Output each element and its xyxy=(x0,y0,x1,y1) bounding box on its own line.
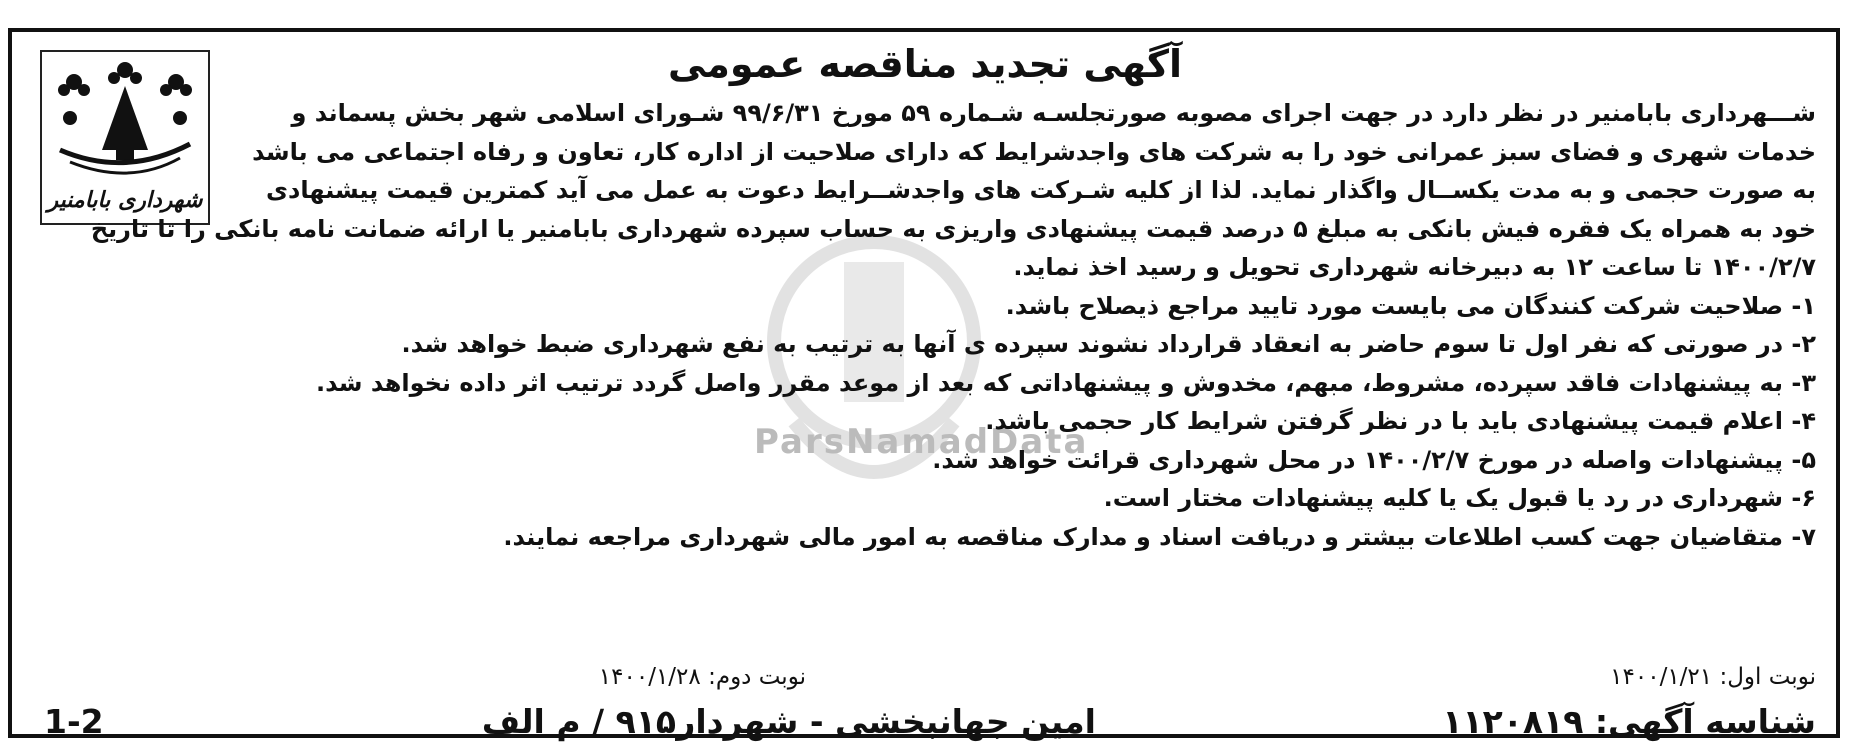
paragraph-line: به صورت حجمی و به مدت یکســال واگذار نماید. لذا از کلیه شـرکت های واجدشــرایط دعوت به عمل می آید کمترین قیمت پیشنهادی xyxy=(266,176,1816,204)
condition-item: ۲- در صورتی که نفر اول تا سوم حاضر به انعقاد قرارداد نشوند سپرده ی آنها به ترتیب به نفع شهرداری ضبط خواهد شد. xyxy=(401,330,1816,358)
advertisement-footer xyxy=(34,702,1816,742)
condition-item: ۱- صلاحیت شرکت کنندگان می بایست مورد تایید مراجع ذیصلاح باشد. xyxy=(1005,291,1816,320)
logo-caption: شهرداری بابامنیر xyxy=(47,187,203,213)
paragraph-line: شـــهرداری بابامنیر در نظر دارد در جهت اجرای مصوبه صورتجلسـه شـماره ۵۹ مورخ ۹۹/۶/۳۱ شـورای اسلامی شهر بخش پسماند و xyxy=(291,99,1816,127)
condition-item: ۳- به پیشنهادات فاقد سپرده، مشروط، مبهم، مخدوش و پیشنهاداتی که بعد از موعد مقرر واصل گردد ترتیب اثر داده نخواهد شد. xyxy=(315,368,1816,397)
paragraph-line: خدمات شهری و فضای سبز عمرانی خود را به شرکت های واجدشرایط که دارای صلاحیت از اداره کار، تعاون و رفاه اجتماعی می باشد xyxy=(252,137,1816,166)
paragraph-line: خود به همراه یک فقره فیش بانکی به مبلغ ۵ درصد قیمت پیشنهادی واریزی به حساب سپرده شهرداری بابامنیر یا ارائه ضمانت نامه بانکی را تا تاریخ xyxy=(90,214,1816,243)
second-round-date: نوبت دوم: ۱۴۰۰/۱/۲۸ xyxy=(598,664,806,690)
first-round-date: نوبت اول: ۱۴۰۰/۱/۲۱ xyxy=(1610,664,1816,690)
condition-item: ۴- اعلام قیمت پیشنهادی باید با در نظر گرفتن شرایط کار حجمی باشد. xyxy=(985,407,1816,435)
paragraph-line: ۱۴۰۰/۲/۷ تا ساعت ۱۲ به دبیرخانه شهرداری تحویل و رسید اخذ نماید. xyxy=(1013,253,1816,281)
condition-item: ۵- پیشنهادات واصله در مورخ ۱۴۰۰/۲/۷ در محل شهرداری قرائت خواهد شد. xyxy=(932,445,1816,474)
condition-item: ۶- شهرداری در رد یا قبول یک یا کلیه پیشنهادات مختار است. xyxy=(1103,484,1816,512)
publication-rounds xyxy=(34,664,1816,694)
page-title: آگهی تجدید مناقصه عمومی xyxy=(667,42,1183,86)
advertisement-frame xyxy=(8,28,1840,741)
advertisement-content xyxy=(34,42,1816,741)
watermark-text: ParsNamadData xyxy=(754,422,1089,462)
reference-number: ۹۱۵ / م الف xyxy=(481,702,676,741)
advertisement-body xyxy=(34,94,1816,556)
ad-id: شناسه آگهی: ۱۱۲۰۸۱۹ xyxy=(1442,702,1816,741)
page-number: 1-2 xyxy=(44,702,104,741)
condition-item: ۷- متقاضیان جهت کسب اطلاعات بیشتر و دریافت اسناد و مدارک مناقصه به امور مالی شهرداری مراجعه نمایند. xyxy=(503,522,1816,551)
mayor-signature: امین جهانبخشی - شهردار xyxy=(676,702,1096,741)
